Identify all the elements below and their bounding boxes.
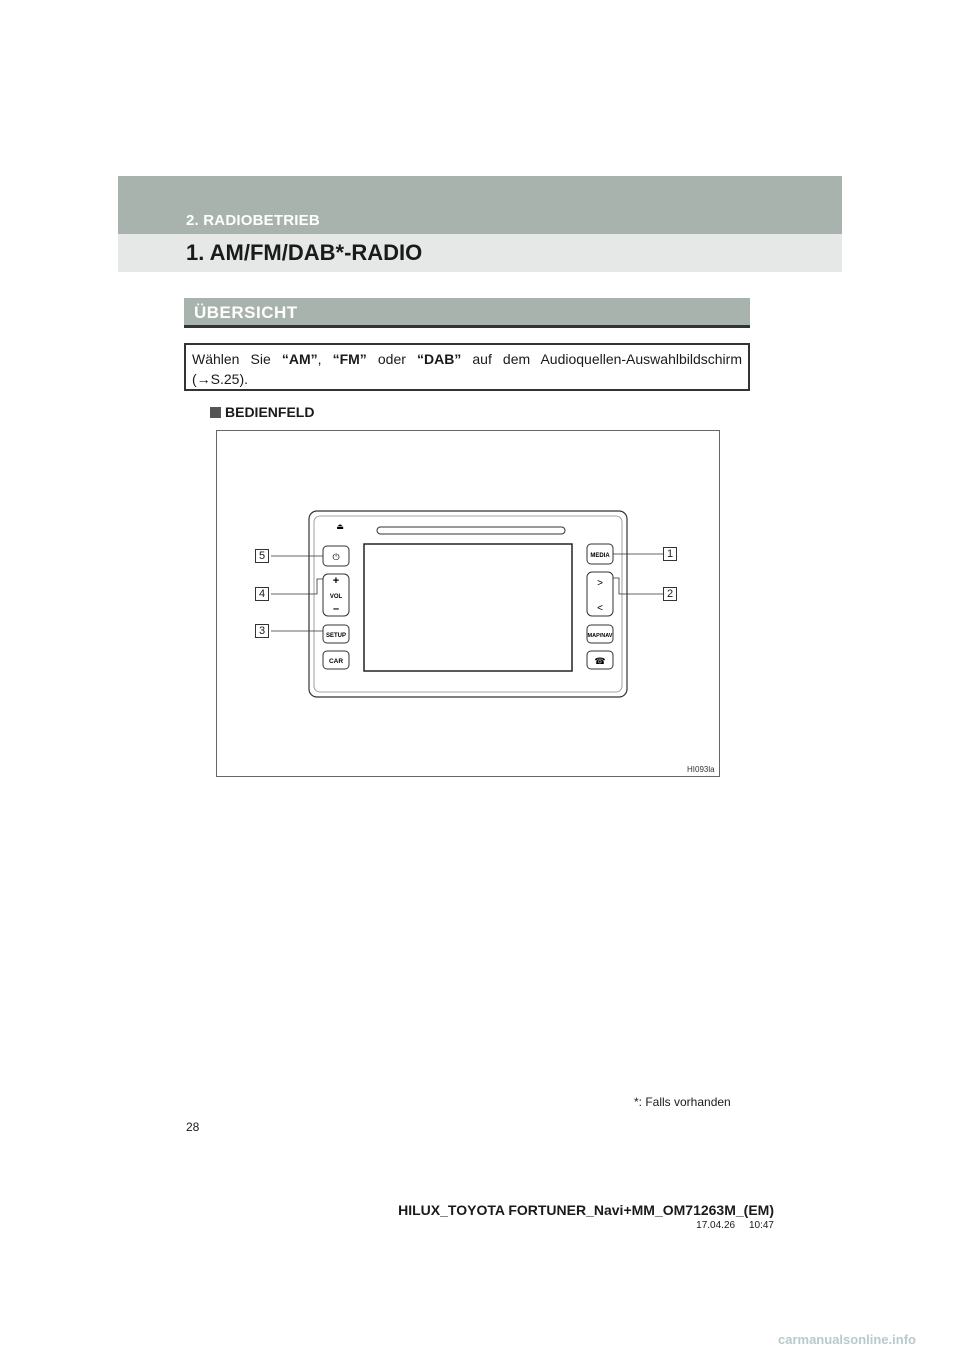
- media-label: MEDIA: [590, 553, 610, 559]
- touch-screen[interactable]: [364, 544, 572, 671]
- timestamp: 17.04.26 10:47: [696, 1220, 774, 1231]
- vol-minus-icon: –: [332, 603, 340, 615]
- power-icon: ⏻: [332, 553, 340, 563]
- intro-text-part: oder: [366, 351, 417, 367]
- page-number: 28: [186, 1120, 200, 1134]
- figure-id: HI093la: [687, 765, 715, 774]
- manual-id: HILUX_TOYOTA FORTUNER_Navi+MM_OM71263M_(EM): [398, 1202, 774, 1218]
- chevron-right-icon: >: [597, 578, 603, 589]
- intro-text-part: ,: [317, 351, 333, 367]
- callout-1: 1: [663, 547, 677, 561]
- panel-heading: [210, 404, 314, 420]
- head-unit-illustration: [217, 431, 721, 778]
- intro-text-part: Wählen Sie: [192, 351, 282, 367]
- section-title: 1. AM/FM/DAB*-RADIO: [186, 240, 423, 265]
- callout-4: 4: [255, 587, 269, 601]
- intro-am: “AM”: [281, 351, 318, 367]
- callout-3: 3: [255, 624, 269, 638]
- chapter-label: 2. RADIOBETRIEB: [186, 212, 320, 229]
- callout-2: 2: [663, 587, 677, 601]
- map-nav-label: MAP/NAV: [587, 633, 613, 639]
- vol-plus-icon: +: [332, 575, 340, 587]
- callout-5: 5: [255, 549, 269, 563]
- square-bullet-icon: [210, 407, 221, 418]
- setup-label: SETUP: [325, 633, 347, 639]
- overview-title: ÜBERSICHT: [194, 303, 298, 322]
- chevron-left-icon: <: [597, 603, 603, 614]
- panel-heading-label: BEDIENFELD: [225, 404, 315, 420]
- intro-text: [184, 343, 750, 391]
- control-panel-figure: [216, 430, 720, 777]
- vol-label: VOL: [329, 594, 343, 600]
- watermark: carmanualsonline.info: [778, 1332, 916, 1347]
- disc-slot: [377, 527, 565, 534]
- eject-icon: ⏏: [336, 522, 344, 531]
- car-label: CAR: [328, 658, 344, 665]
- intro-dab: “DAB”: [416, 351, 462, 367]
- intro-text-part: auf dem Audioquellen-Auswahlbildschirm (→S.25).: [192, 351, 742, 387]
- phone-icon: ☎: [594, 657, 606, 667]
- footnote: *: Falls vorhanden: [634, 1095, 731, 1109]
- intro-fm: “FM”: [332, 351, 367, 367]
